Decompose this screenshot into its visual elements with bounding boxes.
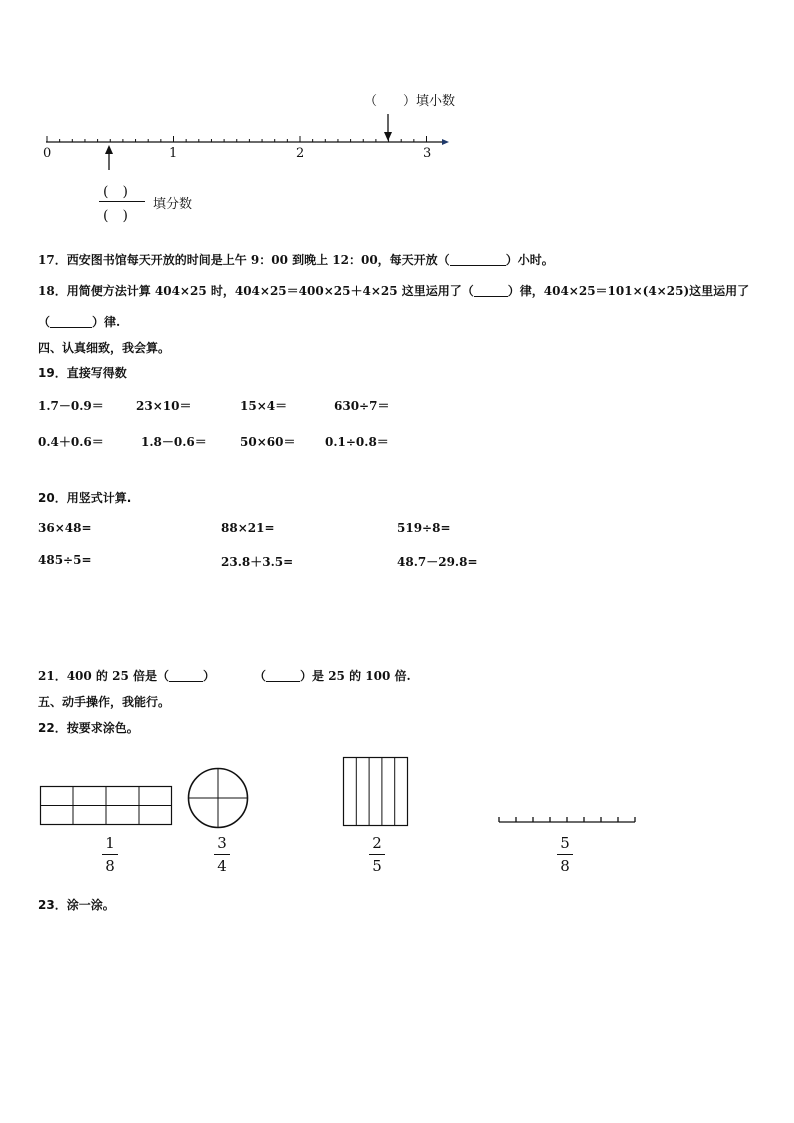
rectangle-grid-8[interactable] (40, 786, 174, 828)
question-18-text-d: ）律. (92, 315, 121, 329)
question-21 (38, 667, 215, 684)
numberline (0, 0, 794, 240)
question-23: 23．涂一涂。 (38, 898, 115, 912)
question-19: 19．直接写得数 (38, 366, 127, 380)
answer-blank[interactable] (266, 669, 300, 682)
q20-item: 36×48= (38, 521, 92, 535)
fraction-numerator: 2 (372, 834, 382, 852)
numberline-top-label: （ ）填小数 (364, 94, 456, 109)
answer-blank[interactable] (169, 669, 203, 682)
fraction-denominator: 8 (560, 857, 570, 875)
fraction-blank-bottom: ( ) (103, 208, 128, 224)
fraction-label: 填分数 (153, 197, 193, 212)
rectangle-fifths[interactable] (343, 757, 409, 829)
question-18-text-c: （ (38, 315, 51, 329)
q20-item: 23.8＋3.5= (221, 555, 294, 569)
question-18-text-b: ）律，404×25＝101×(4×25)这里运用了 (507, 284, 750, 298)
question-21-text-a: 21．400 的 25 倍是（ (38, 669, 169, 683)
section-4-heading: 四、认真细致，我会算。 (38, 341, 171, 355)
q19-item: 1.8－0.6＝ (141, 435, 207, 449)
section-5-heading: 五、动手操作，我能行。 (38, 695, 171, 709)
fraction-1-8 (102, 833, 118, 876)
question-17-text: 17．西安图书馆每天开放的时间是上午 9：00 到晚上 12：00，每天开放（ (38, 253, 450, 267)
segment-eighths[interactable] (497, 812, 639, 826)
fraction-blank-bar (99, 201, 145, 202)
fraction-bar (102, 854, 118, 855)
q19-item: 630÷7＝ (334, 399, 390, 413)
question-21-text-d: ）是 25 的 100 倍. (300, 669, 411, 683)
q19-item: 1.7－0.9＝ (38, 399, 104, 413)
question-21-part2 (254, 667, 411, 684)
q20-item: 88×21= (221, 521, 275, 535)
question-18-line2 (38, 313, 120, 330)
question-18-text-a: 18．用简便方法计算 404×25 时，404×25＝400×25＋4×25 这里运用了（ (38, 284, 474, 298)
fraction-denominator: 5 (372, 857, 382, 875)
question-17-end: ）小时。 (505, 253, 554, 267)
question-20: 20．用竖式计算. (38, 491, 132, 505)
q19-item: 50×60＝ (240, 435, 296, 449)
q20-item: 519÷8= (397, 521, 451, 535)
question-18 (38, 282, 749, 299)
tick-label-3: 3 (423, 146, 432, 161)
question-21-text-c: （ (254, 669, 267, 683)
fraction-bar (557, 854, 573, 855)
fraction-denominator: 8 (105, 857, 115, 875)
question-17 (38, 251, 554, 268)
fraction-numerator: 1 (105, 834, 115, 852)
question-22: 22．按要求涂色。 (38, 721, 139, 735)
answer-blank[interactable] (50, 315, 92, 328)
tick-label-0: 0 (43, 146, 52, 161)
fraction-2-5 (369, 833, 385, 876)
fraction-numerator: 5 (560, 834, 570, 852)
q19-item: 15×4＝ (240, 399, 288, 413)
fraction-bar (214, 854, 230, 855)
fraction-denominator: 4 (217, 857, 227, 875)
tick-label-2: 2 (296, 146, 305, 161)
fraction-5-8 (557, 833, 573, 876)
circle-quarters[interactable] (187, 767, 251, 831)
answer-blank[interactable] (474, 284, 508, 297)
answer-blank[interactable] (450, 253, 506, 266)
fraction-3-4 (214, 833, 230, 876)
q20-item: 48.7－29.8= (397, 555, 478, 569)
question-21-text-b: ） (202, 669, 215, 683)
q19-item: 0.4＋0.6＝ (38, 435, 104, 449)
q20-item: 485÷5= (38, 553, 92, 567)
q19-item: 23×10＝ (136, 399, 192, 413)
fraction-numerator: 3 (217, 834, 227, 852)
fraction-bar (369, 854, 385, 855)
tick-label-1: 1 (169, 146, 178, 161)
q19-item: 0.1÷0.8＝ (325, 435, 389, 449)
fraction-blank-top: ( ) (103, 184, 128, 200)
